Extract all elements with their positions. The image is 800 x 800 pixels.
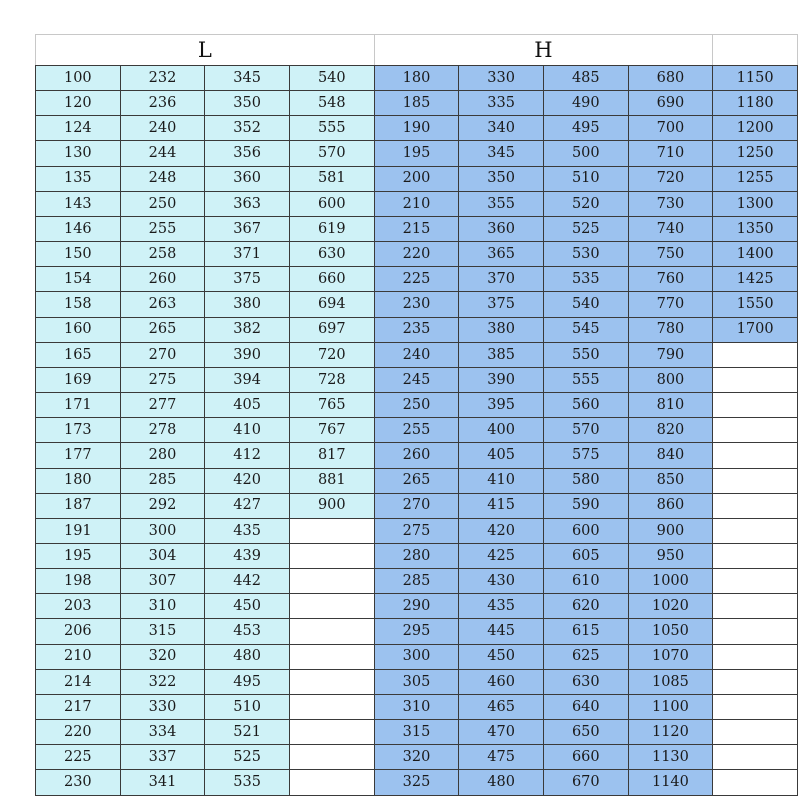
empty-cell xyxy=(713,367,798,392)
h-value-cell: 1700 xyxy=(713,317,798,342)
h-value-cell: 1180 xyxy=(713,91,798,116)
l-value-cell: 100 xyxy=(36,66,121,91)
table-row xyxy=(36,745,798,770)
h-value-cell: 1255 xyxy=(713,166,798,191)
h-value-cell: 750 xyxy=(628,242,713,267)
l-value-cell: 260 xyxy=(120,267,205,292)
table-row xyxy=(36,518,798,543)
l-value-cell: 280 xyxy=(120,443,205,468)
h-value-cell: 840 xyxy=(628,443,713,468)
header-h: H xyxy=(374,35,713,66)
l-value-cell: 258 xyxy=(120,242,205,267)
table-row xyxy=(36,216,798,241)
header-l: L xyxy=(36,35,375,66)
l-value-cell: 382 xyxy=(205,317,290,342)
h-value-cell: 790 xyxy=(628,342,713,367)
l-value-cell: 435 xyxy=(205,518,290,543)
l-value-cell: 405 xyxy=(205,393,290,418)
l-value-cell: 697 xyxy=(289,317,374,342)
h-value-cell: 390 xyxy=(459,367,544,392)
table-row xyxy=(36,443,798,468)
h-value-cell: 230 xyxy=(374,292,459,317)
h-value-cell: 650 xyxy=(543,720,628,745)
h-value-cell: 430 xyxy=(459,569,544,594)
empty-cell xyxy=(713,468,798,493)
h-value-cell: 435 xyxy=(459,594,544,619)
h-value-cell: 615 xyxy=(543,619,628,644)
h-value-cell: 640 xyxy=(543,694,628,719)
l-value-cell: 210 xyxy=(36,644,121,669)
h-value-cell: 1000 xyxy=(628,569,713,594)
empty-cell xyxy=(289,518,374,543)
h-value-cell: 690 xyxy=(628,91,713,116)
l-value-cell: 292 xyxy=(120,493,205,518)
table-row xyxy=(36,468,798,493)
h-value-cell: 215 xyxy=(374,216,459,241)
table-row xyxy=(36,644,798,669)
h-value-cell: 300 xyxy=(374,644,459,669)
h-value-cell: 730 xyxy=(628,191,713,216)
empty-cell xyxy=(289,594,374,619)
table-row xyxy=(36,66,798,91)
l-value-cell: 480 xyxy=(205,644,290,669)
l-value-cell: 412 xyxy=(205,443,290,468)
l-value-cell: 420 xyxy=(205,468,290,493)
h-value-cell: 305 xyxy=(374,669,459,694)
empty-cell xyxy=(713,694,798,719)
h-value-cell: 1150 xyxy=(713,66,798,91)
l-value-cell: 694 xyxy=(289,292,374,317)
l-value-cell: 900 xyxy=(289,493,374,518)
table-row xyxy=(36,317,798,342)
h-value-cell: 460 xyxy=(459,669,544,694)
h-value-cell: 200 xyxy=(374,166,459,191)
l-value-cell: 244 xyxy=(120,141,205,166)
h-value-cell: 560 xyxy=(543,393,628,418)
l-value-cell: 320 xyxy=(120,644,205,669)
table-row xyxy=(36,594,798,619)
table-row xyxy=(36,493,798,518)
h-value-cell: 420 xyxy=(459,518,544,543)
l-value-cell: 220 xyxy=(36,720,121,745)
l-value-cell: 352 xyxy=(205,116,290,141)
h-value-cell: 555 xyxy=(543,367,628,392)
l-value-cell: 555 xyxy=(289,116,374,141)
empty-cell xyxy=(713,745,798,770)
l-value-cell: 124 xyxy=(36,116,121,141)
empty-cell xyxy=(713,543,798,568)
h-value-cell: 415 xyxy=(459,493,544,518)
empty-cell xyxy=(289,720,374,745)
h-value-cell: 580 xyxy=(543,468,628,493)
h-value-cell: 395 xyxy=(459,393,544,418)
table-row xyxy=(36,720,798,745)
l-value-cell: 660 xyxy=(289,267,374,292)
h-value-cell: 240 xyxy=(374,342,459,367)
table-row xyxy=(36,694,798,719)
h-value-cell: 710 xyxy=(628,141,713,166)
h-value-cell: 360 xyxy=(459,216,544,241)
h-value-cell: 550 xyxy=(543,342,628,367)
l-value-cell: 230 xyxy=(36,770,121,795)
h-value-cell: 700 xyxy=(628,116,713,141)
h-value-cell: 720 xyxy=(628,166,713,191)
l-value-cell: 135 xyxy=(36,166,121,191)
table-row xyxy=(36,770,798,795)
h-value-cell: 1130 xyxy=(628,745,713,770)
h-value-cell: 470 xyxy=(459,720,544,745)
h-value-cell: 400 xyxy=(459,418,544,443)
l-value-cell: 367 xyxy=(205,216,290,241)
l-value-cell: 356 xyxy=(205,141,290,166)
h-value-cell: 610 xyxy=(543,569,628,594)
h-value-cell: 195 xyxy=(374,141,459,166)
l-value-cell: 304 xyxy=(120,543,205,568)
l-value-cell: 334 xyxy=(120,720,205,745)
l-value-cell: 203 xyxy=(36,594,121,619)
h-value-cell: 850 xyxy=(628,468,713,493)
h-value-cell: 500 xyxy=(543,141,628,166)
h-value-cell: 510 xyxy=(543,166,628,191)
table-row xyxy=(36,141,798,166)
h-value-cell: 535 xyxy=(543,267,628,292)
h-value-cell: 255 xyxy=(374,418,459,443)
empty-cell xyxy=(713,518,798,543)
l-value-cell: 535 xyxy=(205,770,290,795)
l-value-cell: 600 xyxy=(289,191,374,216)
h-value-cell: 325 xyxy=(374,770,459,795)
empty-cell xyxy=(289,619,374,644)
l-value-cell: 248 xyxy=(120,166,205,191)
h-value-cell: 1425 xyxy=(713,267,798,292)
h-value-cell: 260 xyxy=(374,443,459,468)
l-value-cell: 394 xyxy=(205,367,290,392)
l-value-cell: 206 xyxy=(36,619,121,644)
empty-cell xyxy=(289,644,374,669)
l-value-cell: 214 xyxy=(36,669,121,694)
l-value-cell: 767 xyxy=(289,418,374,443)
h-value-cell: 370 xyxy=(459,267,544,292)
empty-cell xyxy=(713,342,798,367)
header-row xyxy=(36,35,798,66)
h-value-cell: 365 xyxy=(459,242,544,267)
empty-cell xyxy=(289,543,374,568)
h-value-cell: 270 xyxy=(374,493,459,518)
l-value-cell: 390 xyxy=(205,342,290,367)
h-value-cell: 335 xyxy=(459,91,544,116)
h-value-cell: 465 xyxy=(459,694,544,719)
size-table xyxy=(35,34,798,796)
h-value-cell: 405 xyxy=(459,443,544,468)
table-row xyxy=(36,342,798,367)
empty-cell xyxy=(713,720,798,745)
h-value-cell: 525 xyxy=(543,216,628,241)
l-value-cell: 198 xyxy=(36,569,121,594)
l-value-cell: 250 xyxy=(120,191,205,216)
l-value-cell: 521 xyxy=(205,720,290,745)
l-value-cell: 154 xyxy=(36,267,121,292)
l-value-cell: 177 xyxy=(36,443,121,468)
l-value-cell: 570 xyxy=(289,141,374,166)
h-value-cell: 385 xyxy=(459,342,544,367)
l-value-cell: 315 xyxy=(120,619,205,644)
empty-cell xyxy=(713,418,798,443)
h-value-cell: 295 xyxy=(374,619,459,644)
table-row xyxy=(36,393,798,418)
l-value-cell: 371 xyxy=(205,242,290,267)
l-value-cell: 881 xyxy=(289,468,374,493)
l-value-cell: 442 xyxy=(205,569,290,594)
l-value-cell: 225 xyxy=(36,745,121,770)
l-value-cell: 160 xyxy=(36,317,121,342)
h-value-cell: 1350 xyxy=(713,216,798,241)
l-value-cell: 380 xyxy=(205,292,290,317)
header-blank xyxy=(713,35,798,66)
h-value-cell: 290 xyxy=(374,594,459,619)
l-value-cell: 525 xyxy=(205,745,290,770)
h-value-cell: 380 xyxy=(459,317,544,342)
h-value-cell: 950 xyxy=(628,543,713,568)
l-value-cell: 173 xyxy=(36,418,121,443)
h-value-cell: 1140 xyxy=(628,770,713,795)
h-value-cell: 1020 xyxy=(628,594,713,619)
l-value-cell: 285 xyxy=(120,468,205,493)
table-row xyxy=(36,267,798,292)
l-value-cell: 350 xyxy=(205,91,290,116)
h-value-cell: 820 xyxy=(628,418,713,443)
empty-cell xyxy=(713,594,798,619)
h-value-cell: 1300 xyxy=(713,191,798,216)
h-value-cell: 490 xyxy=(543,91,628,116)
h-value-cell: 220 xyxy=(374,242,459,267)
h-value-cell: 1050 xyxy=(628,619,713,644)
h-value-cell: 810 xyxy=(628,393,713,418)
h-value-cell: 320 xyxy=(374,745,459,770)
table-row xyxy=(36,91,798,116)
empty-cell xyxy=(289,770,374,795)
l-value-cell: 375 xyxy=(205,267,290,292)
l-value-cell: 307 xyxy=(120,569,205,594)
l-value-cell: 337 xyxy=(120,745,205,770)
l-value-cell: 217 xyxy=(36,694,121,719)
h-value-cell: 450 xyxy=(459,644,544,669)
h-value-cell: 530 xyxy=(543,242,628,267)
l-value-cell: 619 xyxy=(289,216,374,241)
h-value-cell: 475 xyxy=(459,745,544,770)
l-value-cell: 169 xyxy=(36,367,121,392)
empty-cell xyxy=(713,619,798,644)
table-row xyxy=(36,242,798,267)
h-value-cell: 250 xyxy=(374,393,459,418)
empty-cell xyxy=(289,745,374,770)
h-value-cell: 225 xyxy=(374,267,459,292)
l-value-cell: 263 xyxy=(120,292,205,317)
l-value-cell: 195 xyxy=(36,543,121,568)
l-value-cell: 265 xyxy=(120,317,205,342)
h-value-cell: 275 xyxy=(374,518,459,543)
table-row xyxy=(36,116,798,141)
h-value-cell: 770 xyxy=(628,292,713,317)
h-value-cell: 410 xyxy=(459,468,544,493)
empty-cell xyxy=(289,669,374,694)
h-value-cell: 630 xyxy=(543,669,628,694)
table-row xyxy=(36,418,798,443)
l-value-cell: 410 xyxy=(205,418,290,443)
h-value-cell: 280 xyxy=(374,543,459,568)
l-value-cell: 310 xyxy=(120,594,205,619)
table-row xyxy=(36,569,798,594)
l-value-cell: 510 xyxy=(205,694,290,719)
h-value-cell: 760 xyxy=(628,267,713,292)
empty-cell xyxy=(289,569,374,594)
l-value-cell: 360 xyxy=(205,166,290,191)
l-value-cell: 191 xyxy=(36,518,121,543)
table-row xyxy=(36,367,798,392)
h-value-cell: 485 xyxy=(543,66,628,91)
empty-cell xyxy=(289,694,374,719)
empty-cell xyxy=(713,493,798,518)
l-value-cell: 765 xyxy=(289,393,374,418)
l-value-cell: 232 xyxy=(120,66,205,91)
empty-cell xyxy=(713,644,798,669)
h-value-cell: 570 xyxy=(543,418,628,443)
l-value-cell: 120 xyxy=(36,91,121,116)
l-value-cell: 150 xyxy=(36,242,121,267)
h-value-cell: 625 xyxy=(543,644,628,669)
l-value-cell: 581 xyxy=(289,166,374,191)
l-value-cell: 450 xyxy=(205,594,290,619)
h-value-cell: 350 xyxy=(459,166,544,191)
h-value-cell: 575 xyxy=(543,443,628,468)
h-value-cell: 480 xyxy=(459,770,544,795)
h-value-cell: 445 xyxy=(459,619,544,644)
l-value-cell: 548 xyxy=(289,91,374,116)
h-value-cell: 545 xyxy=(543,317,628,342)
l-value-cell: 427 xyxy=(205,493,290,518)
table-row xyxy=(36,191,798,216)
h-value-cell: 660 xyxy=(543,745,628,770)
l-value-cell: 728 xyxy=(289,367,374,392)
h-value-cell: 620 xyxy=(543,594,628,619)
l-value-cell: 143 xyxy=(36,191,121,216)
l-value-cell: 165 xyxy=(36,342,121,367)
h-value-cell: 1070 xyxy=(628,644,713,669)
empty-cell xyxy=(713,393,798,418)
l-value-cell: 817 xyxy=(289,443,374,468)
h-value-cell: 1120 xyxy=(628,720,713,745)
h-value-cell: 315 xyxy=(374,720,459,745)
h-value-cell: 740 xyxy=(628,216,713,241)
h-value-cell: 900 xyxy=(628,518,713,543)
h-value-cell: 1100 xyxy=(628,694,713,719)
h-value-cell: 355 xyxy=(459,191,544,216)
l-value-cell: 322 xyxy=(120,669,205,694)
l-value-cell: 240 xyxy=(120,116,205,141)
l-value-cell: 720 xyxy=(289,342,374,367)
l-value-cell: 270 xyxy=(120,342,205,367)
l-value-cell: 277 xyxy=(120,393,205,418)
h-value-cell: 780 xyxy=(628,317,713,342)
l-value-cell: 187 xyxy=(36,493,121,518)
h-value-cell: 185 xyxy=(374,91,459,116)
h-value-cell: 495 xyxy=(543,116,628,141)
h-value-cell: 680 xyxy=(628,66,713,91)
h-value-cell: 590 xyxy=(543,493,628,518)
table-row xyxy=(36,619,798,644)
h-value-cell: 1200 xyxy=(713,116,798,141)
l-value-cell: 345 xyxy=(205,66,290,91)
h-value-cell: 600 xyxy=(543,518,628,543)
h-value-cell: 520 xyxy=(543,191,628,216)
size-table-sheet xyxy=(35,34,797,800)
h-value-cell: 670 xyxy=(543,770,628,795)
h-value-cell: 330 xyxy=(459,66,544,91)
h-value-cell: 310 xyxy=(374,694,459,719)
table-row xyxy=(36,166,798,191)
l-value-cell: 540 xyxy=(289,66,374,91)
l-value-cell: 300 xyxy=(120,518,205,543)
l-value-cell: 630 xyxy=(289,242,374,267)
l-value-cell: 330 xyxy=(120,694,205,719)
h-value-cell: 1250 xyxy=(713,141,798,166)
l-value-cell: 158 xyxy=(36,292,121,317)
empty-cell xyxy=(713,669,798,694)
h-value-cell: 210 xyxy=(374,191,459,216)
h-value-cell: 425 xyxy=(459,543,544,568)
l-value-cell: 171 xyxy=(36,393,121,418)
h-value-cell: 605 xyxy=(543,543,628,568)
empty-cell xyxy=(713,443,798,468)
h-value-cell: 285 xyxy=(374,569,459,594)
h-value-cell: 375 xyxy=(459,292,544,317)
h-value-cell: 235 xyxy=(374,317,459,342)
l-value-cell: 341 xyxy=(120,770,205,795)
l-value-cell: 275 xyxy=(120,367,205,392)
h-value-cell: 860 xyxy=(628,493,713,518)
h-value-cell: 1400 xyxy=(713,242,798,267)
h-value-cell: 340 xyxy=(459,116,544,141)
empty-cell xyxy=(713,569,798,594)
empty-cell xyxy=(713,770,798,795)
table-row xyxy=(36,292,798,317)
l-value-cell: 439 xyxy=(205,543,290,568)
l-value-cell: 146 xyxy=(36,216,121,241)
h-value-cell: 265 xyxy=(374,468,459,493)
l-value-cell: 180 xyxy=(36,468,121,493)
h-value-cell: 1085 xyxy=(628,669,713,694)
h-value-cell: 180 xyxy=(374,66,459,91)
table-row xyxy=(36,543,798,568)
h-value-cell: 540 xyxy=(543,292,628,317)
h-value-cell: 190 xyxy=(374,116,459,141)
h-value-cell: 1550 xyxy=(713,292,798,317)
h-value-cell: 245 xyxy=(374,367,459,392)
table-row xyxy=(36,669,798,694)
l-value-cell: 236 xyxy=(120,91,205,116)
h-value-cell: 345 xyxy=(459,141,544,166)
h-value-cell: 800 xyxy=(628,367,713,392)
l-value-cell: 130 xyxy=(36,141,121,166)
l-value-cell: 363 xyxy=(205,191,290,216)
l-value-cell: 255 xyxy=(120,216,205,241)
l-value-cell: 495 xyxy=(205,669,290,694)
l-value-cell: 453 xyxy=(205,619,290,644)
l-value-cell: 278 xyxy=(120,418,205,443)
